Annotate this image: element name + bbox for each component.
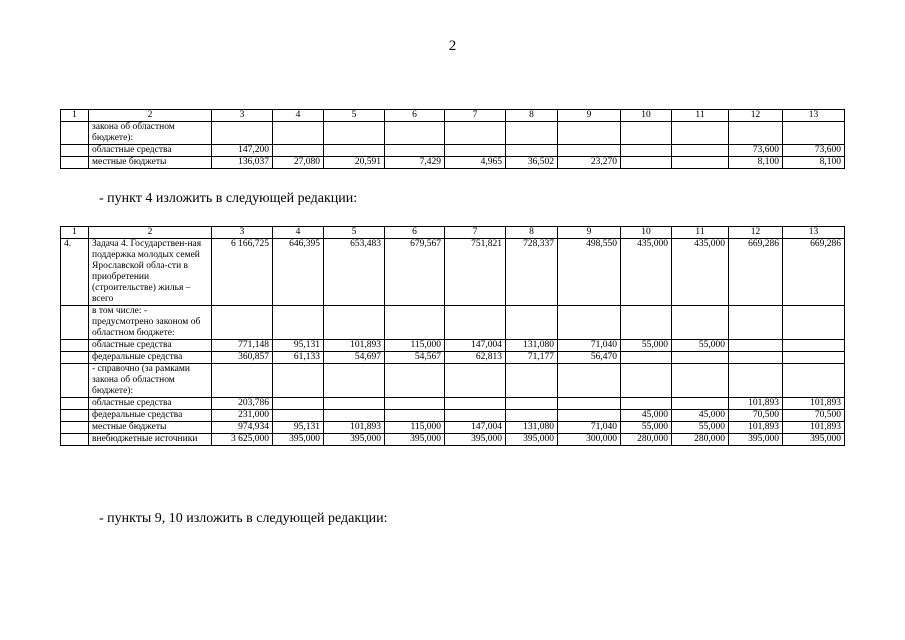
table-row: [61, 410, 845, 422]
table-cell: Задача 4. Государствен-ная поддержка молодых семей Ярославской обла-сти в приобретении (строительстве) жилья – всего: [89, 239, 212, 306]
table-cell: 669,286: [729, 239, 783, 306]
table-cell: 55,000: [621, 422, 672, 434]
table-cell: [506, 122, 558, 145]
table-cell: 73,600: [729, 145, 783, 157]
column-number: 11: [672, 227, 729, 239]
table-cell: [506, 364, 558, 398]
table-cell: 55,000: [672, 422, 729, 434]
table-cell: [445, 306, 506, 340]
table-cell: [672, 157, 729, 169]
table-cell: 131,080: [506, 422, 558, 434]
table-cell: 728,337: [506, 239, 558, 306]
table-cell: [506, 410, 558, 422]
table-cell: 71,040: [558, 340, 621, 352]
table-cell: 231,000: [212, 410, 273, 422]
table-cell: [558, 398, 621, 410]
table-cell: 61,133: [273, 352, 324, 364]
table-cell: [783, 340, 845, 352]
table-cell: 70,500: [783, 410, 845, 422]
table-cell: [558, 306, 621, 340]
column-number: 8: [506, 227, 558, 239]
column-number: 4: [273, 227, 324, 239]
table-cell: федеральные средства: [89, 410, 212, 422]
table-cell: 679,567: [385, 239, 445, 306]
table-cell: [324, 364, 385, 398]
column-number: 12: [729, 227, 783, 239]
table-cell: 498,550: [558, 239, 621, 306]
table-cell: 669,286: [783, 239, 845, 306]
table-cell: [324, 410, 385, 422]
table-cell: 280,000: [621, 434, 672, 446]
column-number: 6: [385, 110, 445, 122]
table-cell: 653,483: [324, 239, 385, 306]
table-cell: 147,004: [445, 340, 506, 352]
table-cell: 20,591: [324, 157, 385, 169]
table-cell: [385, 122, 445, 145]
table-cell: 73,600: [783, 145, 845, 157]
table-row: [61, 340, 845, 352]
table-row: [61, 239, 845, 306]
table-cell: [61, 122, 89, 145]
table-cell: 54,697: [324, 352, 385, 364]
table-cell: [621, 122, 672, 145]
table-cell: 71,177: [506, 352, 558, 364]
table-cell: 27,080: [273, 157, 324, 169]
table-cell: [783, 306, 845, 340]
table-cell: 395,000: [783, 434, 845, 446]
table-cell: [445, 398, 506, 410]
table-row: [61, 422, 845, 434]
table-cell: [672, 306, 729, 340]
table-cell: [212, 122, 273, 145]
budget-table-task-4: [60, 226, 845, 446]
table-cell: 101,893: [783, 398, 845, 410]
column-number: 13: [783, 227, 845, 239]
column-number: 9: [558, 227, 621, 239]
table-cell: [558, 364, 621, 398]
table-cell: 115,000: [385, 340, 445, 352]
instruction-paragraph-item-4: - пункт 4 изложить в следующей редакции:: [99, 191, 358, 206]
table-row: [61, 306, 845, 340]
table-cell: 101,893: [729, 398, 783, 410]
table-header-row: [61, 227, 845, 239]
table-cell: 3 625,000: [212, 434, 273, 446]
table-cell: [729, 340, 783, 352]
column-number: 3: [212, 110, 273, 122]
column-number: 10: [621, 110, 672, 122]
table-cell: [506, 398, 558, 410]
page-number: 2: [448, 38, 457, 54]
table-cell: 751,821: [445, 239, 506, 306]
table-cell: 7,429: [385, 157, 445, 169]
table-cell: [672, 398, 729, 410]
table-cell: 395,000: [729, 434, 783, 446]
table-cell: [61, 306, 89, 340]
table-cell: [621, 364, 672, 398]
table-cell: в том числе: - предусмотрено законом об областном бюджете:: [89, 306, 212, 340]
table-cell: [212, 364, 273, 398]
table-cell: 8,100: [729, 157, 783, 169]
table-cell: 435,000: [672, 239, 729, 306]
column-number: 3: [212, 227, 273, 239]
table-cell: 435,000: [621, 239, 672, 306]
table-cell: [385, 145, 445, 157]
column-number: 9: [558, 110, 621, 122]
table-cell: [783, 364, 845, 398]
table-cell: [273, 122, 324, 145]
table-cell: 62,813: [445, 352, 506, 364]
table-cell: [61, 398, 89, 410]
table-cell: [558, 410, 621, 422]
table-cell: [324, 398, 385, 410]
table-cell: [729, 122, 783, 145]
table-cell: 71,040: [558, 422, 621, 434]
table-cell: [729, 306, 783, 340]
table-cell: [212, 306, 273, 340]
table-row: [61, 352, 845, 364]
table-cell: [783, 122, 845, 145]
table-cell: 115,000: [385, 422, 445, 434]
table-cell: [61, 422, 89, 434]
table-cell: 771,148: [212, 340, 273, 352]
table-row: [61, 398, 845, 410]
table-cell: [324, 306, 385, 340]
table-cell: 131,080: [506, 340, 558, 352]
table-row: [61, 122, 845, 145]
column-number: 10: [621, 227, 672, 239]
table-cell: 4.: [61, 239, 89, 306]
table-cell: - справочно (за рамками закона об областном бюджете):: [89, 364, 212, 398]
column-number: 11: [672, 110, 729, 122]
column-number: 13: [783, 110, 845, 122]
table-cell: 300,000: [558, 434, 621, 446]
table-row: [61, 145, 845, 157]
table-cell: областные средства: [89, 145, 212, 157]
table-cell: 6 166,725: [212, 239, 273, 306]
table-cell: [324, 145, 385, 157]
table-cell: закона об областном бюджете):: [89, 122, 212, 145]
column-number: 5: [324, 110, 385, 122]
budget-table-continuation: [60, 109, 845, 169]
table-cell: [672, 364, 729, 398]
table-cell: 54,567: [385, 352, 445, 364]
instruction-paragraph-items-9-10: - пункты 9, 10 изложить в следующей редакции:: [99, 511, 388, 526]
table-cell: [445, 122, 506, 145]
table-header-row: [61, 110, 845, 122]
table-cell: 45,000: [672, 410, 729, 422]
table-cell: 36,502: [506, 157, 558, 169]
table-cell: [558, 145, 621, 157]
table-cell: [61, 145, 89, 157]
table-cell: 395,000: [385, 434, 445, 446]
table-cell: федеральные средства: [89, 352, 212, 364]
table-cell: [783, 352, 845, 364]
table-cell: [61, 157, 89, 169]
table-cell: [385, 410, 445, 422]
table-cell: 101,893: [783, 422, 845, 434]
table-cell: [273, 410, 324, 422]
table-cell: 136,037: [212, 157, 273, 169]
table-row: [61, 434, 845, 446]
table-cell: [385, 398, 445, 410]
table-cell: [61, 410, 89, 422]
table-cell: 203,786: [212, 398, 273, 410]
table-cell: 101,893: [729, 422, 783, 434]
table-cell: 360,857: [212, 352, 273, 364]
table-cell: 4,965: [445, 157, 506, 169]
table-cell: 395,000: [273, 434, 324, 446]
table-row: [61, 157, 845, 169]
table-cell: [324, 122, 385, 145]
column-number: 12: [729, 110, 783, 122]
table-cell: [672, 122, 729, 145]
table-cell: 95,131: [273, 340, 324, 352]
table-cell: [445, 410, 506, 422]
table-cell: [61, 364, 89, 398]
table-cell: [621, 157, 672, 169]
table-cell: [445, 145, 506, 157]
column-number: 2: [89, 110, 212, 122]
table-cell: [506, 306, 558, 340]
table-row: [61, 364, 845, 398]
table-cell: 395,000: [324, 434, 385, 446]
column-number: 6: [385, 227, 445, 239]
table-cell: 56,470: [558, 352, 621, 364]
column-number: 4: [273, 110, 324, 122]
table-cell: 101,893: [324, 422, 385, 434]
table-cell: 974,934: [212, 422, 273, 434]
table-cell: [273, 398, 324, 410]
table-cell: [385, 364, 445, 398]
table-cell: [729, 352, 783, 364]
table-cell: местные бюджеты: [89, 422, 212, 434]
table-cell: областные средства: [89, 340, 212, 352]
table-cell: 55,000: [672, 340, 729, 352]
table-cell: 147,200: [212, 145, 273, 157]
table-cell: 55,000: [621, 340, 672, 352]
table-cell: [729, 364, 783, 398]
table-cell: 95,131: [273, 422, 324, 434]
table-cell: [61, 434, 89, 446]
table-cell: [385, 306, 445, 340]
table-cell: [506, 145, 558, 157]
table-cell: [273, 306, 324, 340]
table-cell: внебюджетные источники: [89, 434, 212, 446]
table-cell: 8,100: [783, 157, 845, 169]
table-cell: [558, 122, 621, 145]
table-cell: 646,395: [273, 239, 324, 306]
column-number: 1: [61, 110, 89, 122]
column-number: 8: [506, 110, 558, 122]
table-cell: [672, 352, 729, 364]
column-number: 1: [61, 227, 89, 239]
table-cell: 280,000: [672, 434, 729, 446]
table-cell: [621, 306, 672, 340]
table-cell: [621, 145, 672, 157]
column-number: 2: [89, 227, 212, 239]
table-cell: [621, 398, 672, 410]
table-cell: [445, 364, 506, 398]
table-cell: [61, 352, 89, 364]
table-cell: областные средства: [89, 398, 212, 410]
table-cell: 395,000: [445, 434, 506, 446]
table-cell: 70,500: [729, 410, 783, 422]
table-cell: 395,000: [506, 434, 558, 446]
column-number: 5: [324, 227, 385, 239]
column-number: 7: [445, 110, 506, 122]
table-cell: [273, 145, 324, 157]
column-number: 7: [445, 227, 506, 239]
table-cell: 45,000: [621, 410, 672, 422]
table-cell: [61, 340, 89, 352]
table-cell: [672, 145, 729, 157]
table-cell: 23,270: [558, 157, 621, 169]
table-cell: [621, 352, 672, 364]
table-cell: 101,893: [324, 340, 385, 352]
table-cell: [273, 364, 324, 398]
table-cell: местные бюджеты: [89, 157, 212, 169]
table-cell: 147,004: [445, 422, 506, 434]
